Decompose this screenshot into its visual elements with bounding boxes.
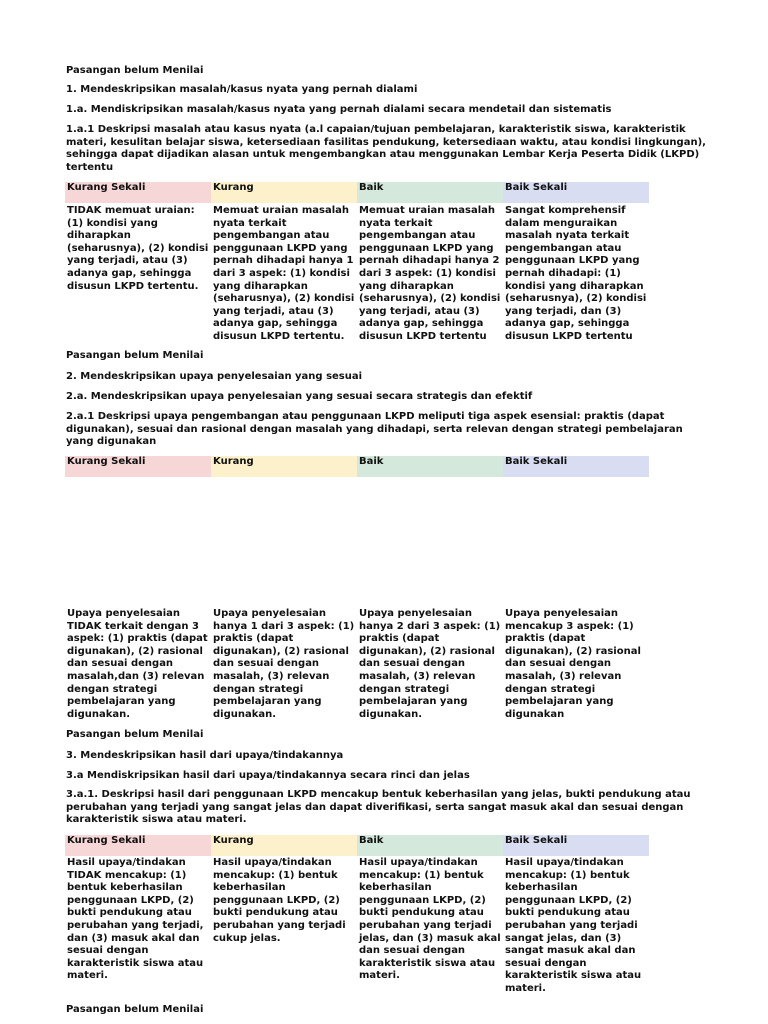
level-description-kurang-sekali: TIDAK memuat uraian: (1) kondisi yang diharapkan (seharusnya), (2) kondisi yang terjadi, atau (3) adanya gap, sehingga disusun LKPD tertentu. [67, 205, 209, 292]
level-header-baik: Baik [357, 182, 503, 203]
level-header-kurang-sekali: Kurang Sekali [65, 835, 211, 856]
level-description-kurang-sekali: Hasil upaya/tindakan TIDAK mencakup: (1) bentuk keberhasilan penggunaan LKPD, (2) bukti pendukung atau perubahan yang terjadi, dan (3) masuk akal dan sesuai dengan karakteristik siswa atau materi. [67, 857, 204, 982]
level-header-baik: Baik [357, 456, 503, 477]
level-description-baik-sekali: Hasil upaya/tindakan mencakup: (1) bentuk keberhasilan penggunaan LKPD, (2) bukti pendukung atau perubahan yang terjadi sangat jelas, dan (3) sangat masuk akal dan sesuai dengan karakteristik siswa atau materi. [505, 857, 642, 994]
section-subheading: 2.a. Mendeskripsikan upaya penyelesaian yang sesuai secara strategis dan efektif [66, 391, 533, 402]
section-heading: 2. Mendeskripsikan upaya penyelesaian yang sesuai [66, 371, 363, 382]
rubric-description-row [65, 857, 649, 996]
level-header-kurang: Kurang [211, 835, 357, 856]
rubric-description-row [65, 205, 649, 344]
level-header-baik-sekali: Baik Sekali [503, 182, 649, 203]
criterion-description: 3.a.1. Deskripsi hasil dari penggunaan LKPD mencakup bentuk keberhasilan yang jelas, bukti pendukung atau perubahan yang terjadi yang sangat jelas dan dapat diverifikasi, serta sangat masuk akal dan sesuai dengan karakteristik siswa atau materi. [66, 789, 691, 826]
level-header-baik-sekali: Baik Sekali [503, 835, 649, 856]
level-header-kurang: Kurang [211, 456, 357, 477]
rubric-description-row [65, 608, 649, 721]
level-description-kurang: Upaya penyelesaian hanya 1 dari 3 aspek: (1) praktis (dapat digunakan), (2) rasional dan sesuai dengan masalah, (3) relevan dengan strategi pembelajaran yang digunakan. [213, 608, 355, 720]
section-subheading: 1.a. Mendiskripsikan masalah/kasus nyata yang pernah dialami secara mendetail dan sistematis [66, 104, 612, 115]
assessment-status: Pasangan belum Menilai [66, 350, 204, 361]
level-description-kurang-sekali: Upaya penyelesaian TIDAK terkait dengan 3 aspek: (1) praktis (dapat digunakan), (2) rasional dan sesuai dengan masalah,dan (3) relevan dengan strategi pembelajaran yang digunakan. [67, 608, 208, 720]
rubric-header-row [65, 456, 649, 477]
rubric-table [65, 835, 649, 996]
section-subheading: 3.a Mendiskripsikan hasil dari upaya/tindakannya secara rinci dan jelas [66, 770, 470, 781]
rubric-table [65, 456, 649, 721]
level-description-baik-sekali: Sangat komprehensif dalam menguraikan masalah nyata terkait pengembangan atau penggunaan LKPD yang pernah dihadapi: (1) kondisi yang diharapkan (seharusnya), (2) kondisi yang terjadi, dan (3) adanya gap, sehingga disusun LKPD tertentu [505, 205, 647, 342]
level-description-kurang: Hasil upaya/tindakan mencakup: (1) bentuk keberhasilan penggunaan LKPD, (2) bukti pendukung atau perubahan yang terjadi cukup jelas. [213, 857, 346, 944]
level-header-baik-sekali: Baik Sekali [503, 456, 649, 477]
level-header-kurang-sekali: Kurang Sekali [65, 182, 211, 203]
level-header-baik: Baik [357, 835, 503, 856]
level-description-baik-sekali: Upaya penyelesaian mencakup 3 aspek: (1) praktis (dapat digunakan), (2) rasional dan sesuai dengan masalah, (3) relevan dengan strategi pembelajaran yang digunakan [505, 608, 641, 720]
assessment-status: Pasangan belum Menilai [66, 65, 204, 76]
rubric-table [65, 182, 649, 344]
criterion-description: 1.a.1 Deskripsi masalah atau kasus nyata (a.l capaian/tujuan pembelajaran, karakteristik siswa, karakteristik materi, kesulitan belajar siswa, ketersediaan fasilitas pendukung, ketersediaan waktu, atau kondisi lingkungan), sehingga dapat dijadikan alasan untuk mengembangkan atau menggunakan Lembar Kerja Peserta Didik (LKPD) tertentu [66, 124, 706, 173]
rubric-header-row [65, 835, 649, 856]
section-heading: 3. Mendeskripsikan hasil dari upaya/tindakannya [66, 750, 344, 761]
level-header-kurang: Kurang [211, 182, 357, 203]
level-description-kurang: Memuat uraian masalah nyata terkait pengembangan atau penggunaan LKPD yang pernah dihadapi hanya 1 dari 3 aspek: (1) kondisi yang diharapkan (seharusnya), (2) kondisi yang terjadi, atau (3) adanya gap, sehingga disusun LKPD tertentu. [213, 205, 355, 342]
assessment-status: Pasangan belum Menilai [66, 1004, 204, 1015]
level-header-kurang-sekali: Kurang Sekali [65, 456, 211, 477]
level-description-baik: Upaya penyelesaian hanya 2 dari 3 aspek: (1) praktis (dapat digunakan), (2) rasional dan sesuai dengan masalah, (3) relevan dengan strategi pembelajaran yang digunakan. [359, 608, 501, 720]
level-description-baik: Hasil upaya/tindakan mencakup: (1) bentuk keberhasilan penggunaan LKPD, (2) bukti pendukung atau perubahan yang terjadi jelas, dan (3) masuk akal dan sesuai dengan karakteristik siswa atau materi. [359, 857, 501, 982]
rubric-header-row [65, 182, 649, 203]
section-heading: 1. Mendeskripsikan masalah/kasus nyata yang pernah dialami [66, 84, 418, 95]
assessment-status: Pasangan belum Menilai [66, 729, 204, 740]
level-description-baik: Memuat uraian masalah nyata terkait pengembangan atau penggunaan LKPD yang pernah dihadapi hanya 2 dari 3 aspek: (1) kondisi yang diharapkan (seharusnya), (2) kondisi yang terjadi, atau (3) adanya gap, sehingga disusun LKPD tertentu [359, 205, 501, 342]
criterion-description: 2.a.1 Deskripsi upaya pengembangan atau penggunaan LKPD meliputi tiga aspek esensial: praktis (dapat digunakan), sesuai dan rasional dengan masalah yang dihadapi, serta relevan dengan strategi pembelajaran yang digunakan [66, 411, 683, 448]
